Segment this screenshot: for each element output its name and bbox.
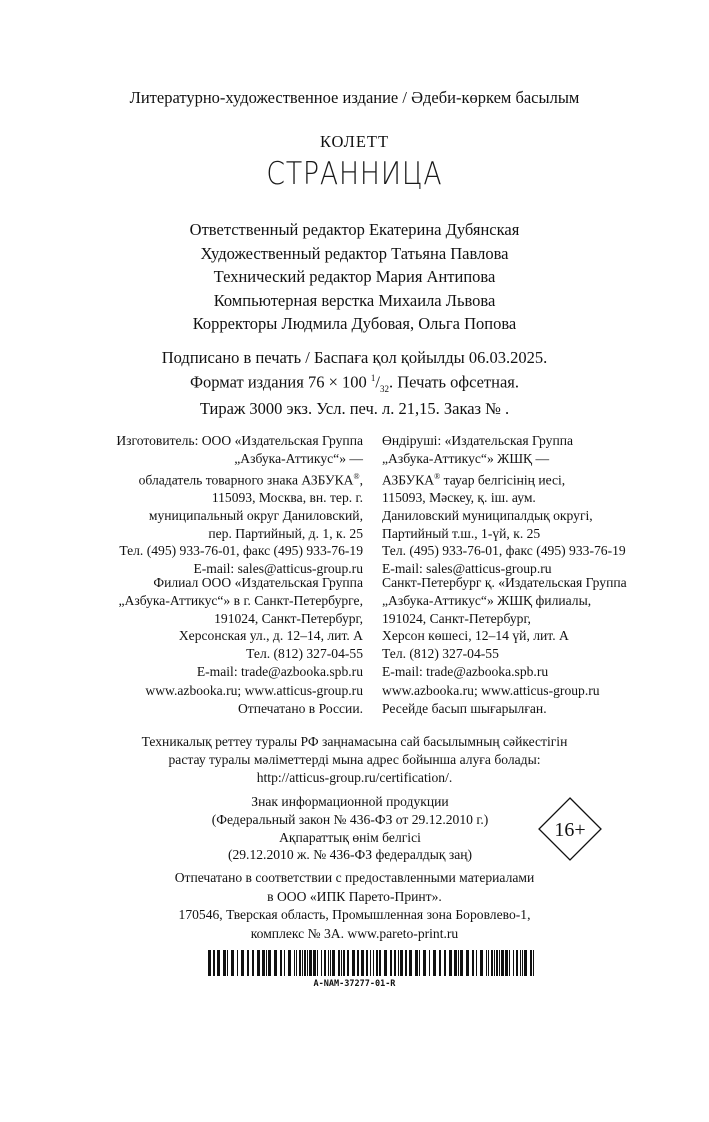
barcode-bar: [288, 950, 291, 976]
barcode-bar: [341, 950, 342, 976]
barcode-bar: [486, 950, 487, 976]
barcode-bar: [294, 950, 295, 976]
staff-line: Художественный редактор Татьяна Павлова: [200, 243, 509, 263]
format-line: Формат издания 76 × 100 $^1/_{32}$. Печать офсетная.: [189, 372, 520, 394]
barcode-bar: [520, 950, 521, 976]
barcode-bar: [241, 950, 244, 976]
web-ru: www.azbooka.ru; www.atticus-group.ru Отпечатано в России.: [145, 683, 363, 716]
barcode-bar: [309, 950, 312, 976]
barcode-bar: [429, 950, 430, 976]
staff-line: Корректоры Людмила Дубовая, Ольга Попова: [192, 314, 517, 333]
barcode-bar: [390, 950, 392, 976]
barcode-bar: [494, 950, 495, 976]
barcode-bar: [284, 950, 285, 976]
barcode-bar: [352, 950, 355, 976]
barcode-bar: [419, 950, 420, 976]
branch-ru: Филиал ООО «Издательская Группа „Азбука-Аттикус“» в г. Санкт-Петербурге, 191024, Санкт-Петербург, Херсонская ул., д. 12–14, лит. А Тел. (812) 327-04-55 E-mail: trade@azbooka.spb.ru: [118, 575, 363, 679]
barcode-bar: [509, 950, 510, 976]
barcode-bar: [357, 950, 359, 976]
barcode-bar: [208, 950, 211, 976]
age-rating-badge: [538, 797, 602, 861]
barcode-bar: [370, 950, 371, 976]
barcode-bar: [491, 950, 493, 976]
age-rating-text: 16+: [554, 819, 586, 841]
barcode-bar: [409, 950, 412, 976]
barcode-bar: [252, 950, 254, 976]
barcode-bar: [516, 950, 518, 976]
barcode-bar: [376, 950, 378, 976]
barcode-bar: [366, 950, 368, 976]
barcode-bar: [343, 950, 345, 976]
barcode-bar: [321, 950, 322, 976]
barcode-bar: [501, 950, 504, 976]
barcode-bar: [458, 950, 459, 976]
barcode-bar: [307, 950, 308, 976]
branch-kz: Санкт-Петербург қ. «Издательская Группа „Азбука-Аттикус“» ЖШҚ филиалы, 191024, Санкт-Петербург, Херсон көшесі, 12–14 үй, лит. А Тел. (812) 327-04-55 E-mail: trade@azbooka.spb.ru: [382, 575, 627, 679]
barcode-bar: [223, 950, 226, 976]
barcode-bar: [328, 950, 329, 976]
barcode-bar: [496, 950, 498, 976]
barcode-bar: [299, 950, 301, 976]
editorial-staff: [0, 218, 709, 336]
barcode-bar: [423, 950, 426, 976]
barcode-bar: [373, 950, 374, 976]
barcode-text: A-NAM-37277-01-R: [313, 979, 396, 989]
barcode-bar: [379, 950, 381, 976]
barcode-bar: [444, 950, 446, 976]
barcode-bar: [257, 950, 260, 976]
run-line: Тираж 3000 экз. Усл. печ. л. 21,15. Заказ № .: [199, 398, 510, 418]
barcode-bar: [454, 950, 457, 976]
barcode-bar: [330, 950, 331, 976]
barcode-bar: [213, 950, 215, 976]
barcode-bar: [415, 950, 418, 976]
barcode-bar: [488, 950, 489, 976]
barcode-bar: [398, 950, 399, 976]
signed-date: Подписано в печать / Баспаға қол қойылды 06.03.2025.: [161, 348, 548, 367]
barcode-bar: [433, 950, 436, 976]
barcode-bar: [332, 950, 335, 976]
staff-line: Технический редактор Мария Антипова: [213, 267, 496, 286]
barcode-bar: [324, 950, 326, 976]
barcode-bar: [338, 950, 340, 976]
barcode-bar: [313, 950, 316, 976]
barcode-bar: [439, 950, 441, 976]
barcode-bar: [460, 950, 463, 976]
barcode-bar: [400, 950, 403, 976]
barcode-bar: [405, 950, 407, 976]
barcode-bar: [227, 950, 228, 976]
barcode-bar: [280, 950, 282, 976]
barcode-bar: [231, 950, 234, 976]
barcode-bar: [302, 950, 303, 976]
barcode-bar: [317, 950, 318, 976]
barcode-bar: [533, 950, 534, 976]
author-name: КОЛЕТТ: [319, 132, 390, 151]
manufacturer-ru: Изготовитель: ООО «Издательская Группа „Азбука-Аттикус“» — обладатель товарного знака АЗБУКА®, 115093, Москва, вн. тер. г. муниципальный округ Даниловский, пер. Партийный, д. 1, к. 25 Тел. (495) 933-76-01, факс (495) 933-76-19 E-mail: sales@atticus-group.ru: [116, 433, 363, 577]
barcode-bar: [347, 950, 349, 976]
barcode-bar: [266, 950, 267, 976]
barcode-bar: [472, 950, 474, 976]
barcode: [208, 950, 536, 976]
barcode-bar: [262, 950, 265, 976]
manufacturer-kz: Өндіруші: «Издательская Группа „Азбука-Аттикус“» ЖШҚ — АЗБУКА® тауар белгісінің иесі, 115093, Мәскеу, қ. іш. аум. Даниловский муниципалдық округі, Партийный т.ш., 1-үй, к. 25 Тел. (495) 933-76-01, факс (495) 933-76-19 E-mail: sales@atticus-group.ru: [382, 433, 626, 577]
barcode-bar: [466, 950, 469, 976]
barcode-bar: [505, 950, 508, 976]
barcode-bar: [217, 950, 220, 976]
barcode-bar: [247, 950, 249, 976]
barcode-bar: [522, 950, 523, 976]
barcode-bar: [476, 950, 477, 976]
barcode-bar: [499, 950, 500, 976]
tech-regulation: Техникалық реттеу туралы РФ заңнамасына сай басылымның сәйкестігін растау туралы мәліметтерді мына адрес бойынша алуға болады: http://atticus-group.ru/certification/.: [141, 734, 568, 785]
barcode-bar: [524, 950, 527, 976]
staff-line: Компьютерная верстка Михаила Львова: [213, 290, 496, 310]
barcode-bar: [296, 950, 297, 976]
barcode-bar: [480, 950, 483, 976]
barcode-bar: [513, 950, 514, 976]
barcode-bar: [530, 950, 532, 976]
printer-info: Отпечатано в соответствии с предоставленными материалами в ООО «ИПК Парето-Принт». 170546, Тверская область, Промышленная зона Боровлево-1, комплекс № 3А. www.pareto-print.ru: [174, 870, 535, 941]
barcode-bar: [268, 950, 271, 976]
barcode-bar: [394, 950, 396, 976]
barcode-bar: [304, 950, 306, 976]
book-title: СТРАННИЦА: [266, 156, 443, 192]
staff-line: Ответственный редактор Екатерина Дубянская: [189, 220, 520, 239]
barcode-bar: [237, 950, 238, 976]
barcode-bar: [384, 950, 387, 976]
web-kz: www.azbooka.ru; www.atticus-group.ru Ресейде басып шығарылған.: [382, 683, 600, 716]
barcode-bar: [274, 950, 277, 976]
genre-line: Литературно-художественное издание / Әдеби-көркем басылым: [129, 88, 580, 107]
print-info: [0, 348, 709, 419]
barcode-bar: [449, 950, 452, 976]
barcode-bar: [361, 950, 364, 976]
